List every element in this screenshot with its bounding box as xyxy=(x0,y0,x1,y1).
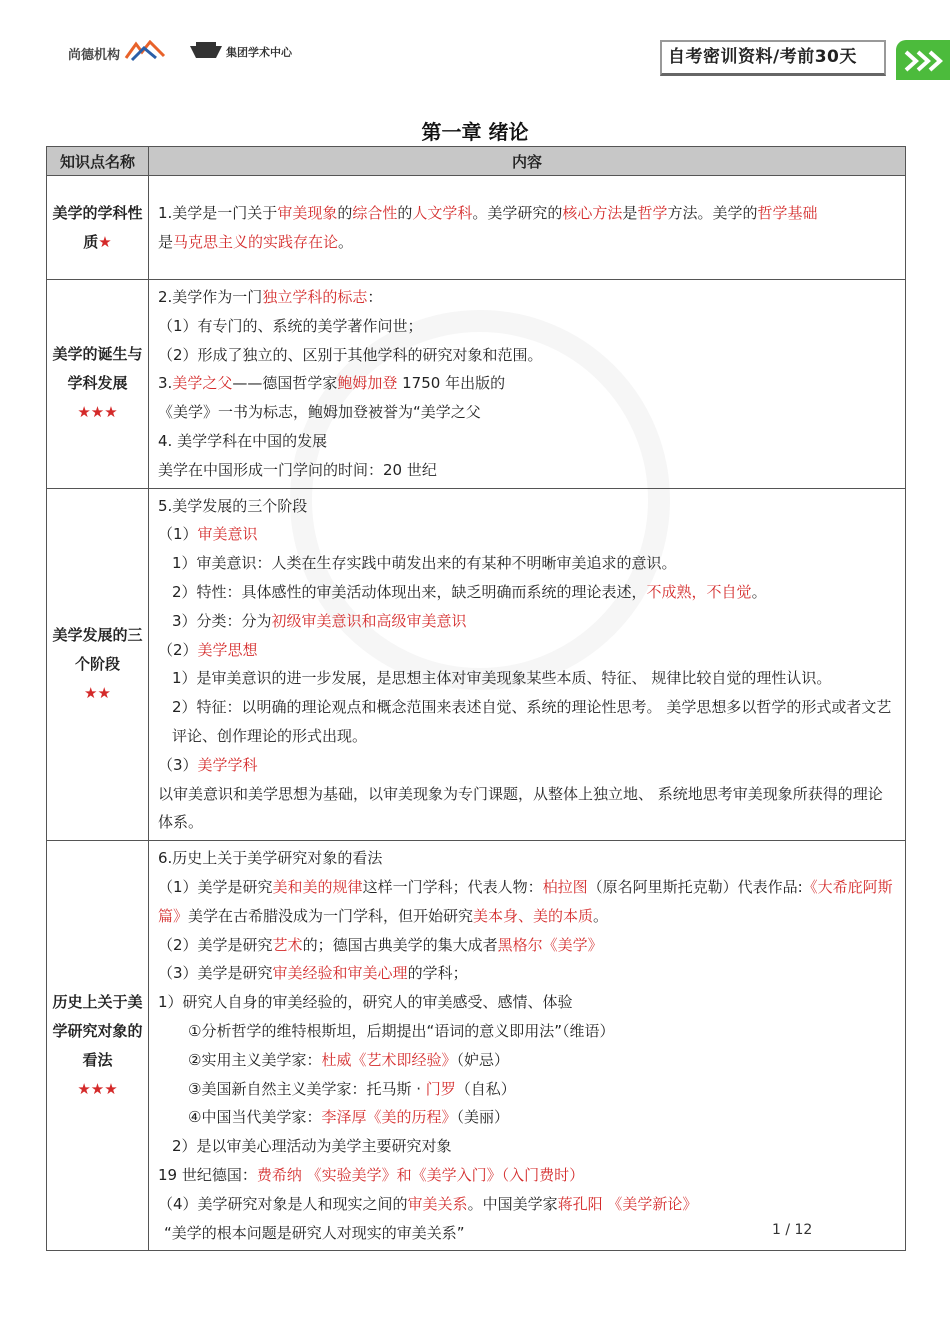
table-row xyxy=(47,841,906,1251)
topic-name xyxy=(47,176,149,280)
col-header-name: 知识点名称 xyxy=(47,147,149,176)
plain-text: （自私） xyxy=(455,1079,516,1098)
highlight-text: 鲍姆加登 xyxy=(337,374,398,393)
plain-text: （美丽） xyxy=(456,1108,509,1127)
plain-text: 。 xyxy=(338,232,354,251)
exam-banner: 自考密训资料/考前30天 xyxy=(660,40,886,76)
content-line xyxy=(158,636,897,665)
plain-text: 这样一门学科；代表人物： xyxy=(362,877,543,896)
highlight-text: 美学思想 xyxy=(197,640,258,659)
plain-text: （2）美学是研究 xyxy=(158,935,273,954)
content-line xyxy=(158,959,897,988)
plain-text: 的 xyxy=(397,203,413,222)
highlight-text: 黑格尔《美学》 xyxy=(497,935,603,954)
highlight-text: 不成熟，不自觉 xyxy=(646,582,752,601)
topic-title: 历史上关于美学研究对象的看法 xyxy=(52,992,143,1069)
plain-text: 3）分类：分为 xyxy=(172,611,272,630)
highlight-text: 门罗 xyxy=(425,1079,456,1098)
table-row xyxy=(47,280,906,489)
plain-text: ④中国当代美学家： xyxy=(188,1108,322,1127)
content-line xyxy=(158,1046,897,1075)
topic-content xyxy=(149,176,906,280)
content-line: （1）有专门的、系统的美学著作问世； xyxy=(158,316,423,335)
table-row xyxy=(47,176,906,280)
page-number: 1 / 12 xyxy=(772,1222,813,1238)
highlight-text: 美本身、美的本质 xyxy=(473,906,594,925)
highlight-text: 审美经验和审美心理 xyxy=(272,964,408,983)
plain-text: （妒忌） xyxy=(456,1050,509,1069)
plain-text: ——德国哲学家 xyxy=(232,374,338,393)
topic-name xyxy=(47,841,149,1251)
content-line xyxy=(158,751,897,780)
highlight-text: 初级审美意识和高级审美意识 xyxy=(271,611,467,630)
knowledge-table xyxy=(46,146,906,1251)
brand-logo-icon xyxy=(124,40,168,62)
plain-text: （4）美学研究对象是人和现实之间的 xyxy=(158,1194,408,1213)
plain-text: 1750 年出版的 xyxy=(397,374,506,393)
content-line: “美学的根本问题是研究人对现实的审美关系” xyxy=(164,1223,465,1242)
topic-content xyxy=(149,280,906,489)
content-line: 6.历史上关于美学研究对象的看法 xyxy=(158,849,383,868)
content-line xyxy=(158,1161,897,1190)
group-logo-icon xyxy=(188,40,224,62)
content-line xyxy=(158,369,897,398)
importance-stars: ★ xyxy=(98,232,112,251)
highlight-text: 杜威《艺术即经验》 xyxy=(321,1050,457,1069)
highlight-text: 柏拉图 xyxy=(542,877,588,896)
content-line: 《美学》一书为标志，鲍姆加登被誉为“美学之父 xyxy=(158,403,481,422)
plain-text: 3. xyxy=(158,374,173,393)
plain-text: 美学在古希腊没成为一门学科，但开始研究 xyxy=(188,906,474,925)
content-line xyxy=(158,1103,897,1132)
table-row xyxy=(47,488,906,841)
plain-text: （1）美学是研究 xyxy=(158,877,273,896)
importance-stars: ★★ xyxy=(84,683,111,702)
highlight-text: 核心方法 xyxy=(562,203,623,222)
brand-logo-text: 尚德机构 xyxy=(68,48,121,63)
table-header-row xyxy=(47,147,906,176)
content-line: 1）研究人自身的审美经验的，研究人的审美感受、感情、体验 xyxy=(158,993,573,1012)
plain-text: 1.美学是一门关于 xyxy=(158,203,278,222)
content-line: ①分析哲学的维特根斯坦，后期提出“语词的意义即用法”（维语） xyxy=(188,1021,615,1040)
content-line: 以审美意识和美学思想为基础，以审美现象为专门课题，从整体上独立地、 系统地思考审美现象所获得的理论体系。 xyxy=(158,784,883,832)
highlight-text: 审美关系 xyxy=(407,1194,468,1213)
content-line xyxy=(158,1075,897,1104)
content-line xyxy=(158,520,897,549)
highlight-text: 独立学科的标志 xyxy=(262,288,368,306)
topic-name xyxy=(47,280,149,489)
highlight-text: 《大希庇阿斯篇》 xyxy=(158,877,893,925)
content-line xyxy=(158,931,897,960)
highlight-text: 蒋孔阳 《美学新论》 xyxy=(557,1194,698,1213)
content-line: 1）是审美意识的进一步发展，是思想主体对审美现象某些本质、特征、 规律比较自觉的理性认识。 xyxy=(172,669,832,688)
content-line: 2）是以审美心理活动为美学主要研究对象 xyxy=(172,1137,452,1156)
page-header xyxy=(0,0,950,90)
plain-text: 的；德国古典美学的集大成者 xyxy=(302,935,498,954)
content-line xyxy=(158,607,897,636)
content-line xyxy=(158,578,897,607)
content-line xyxy=(158,1190,897,1219)
highlight-text: 美学之父 xyxy=(172,374,233,393)
plain-text: （原名阿里斯托克勒）代表作品: xyxy=(587,877,803,896)
highlight-text: 费希纳 《实验美学》和《美学入门》（入门费时） xyxy=(256,1165,585,1184)
plain-text: （3） xyxy=(158,755,198,774)
topic-title: 美学的诞生与学科发展 xyxy=(52,345,143,393)
highlight-text: 美学学科 xyxy=(197,755,258,774)
plain-text: ： xyxy=(367,288,383,306)
content-line xyxy=(158,873,897,931)
plain-text: 是 xyxy=(158,232,174,251)
content-line: 4. 美学学科在中国的发展 xyxy=(158,431,328,450)
col-header-content: 内容 xyxy=(149,147,906,176)
topic-name xyxy=(47,488,149,841)
topic-title: 美学发展的三个阶段 xyxy=(52,625,143,673)
plain-text: 的学科； xyxy=(407,964,468,983)
plain-text: （3）美学是研究 xyxy=(158,964,273,983)
content-line: 1）审美意识：人类在生存实践中萌发出来的有某种不明晰审美追求的意识。 xyxy=(172,554,677,573)
topic-title: 美学的学科性质 xyxy=(52,203,143,251)
content-line xyxy=(158,199,897,228)
plain-text: ③美国新自然主义美学家：托马斯 · xyxy=(188,1079,426,1098)
plain-text: 的 xyxy=(337,203,353,222)
highlight-text: 人文学科 xyxy=(412,203,473,222)
plain-text: （1） xyxy=(158,525,198,544)
highlight-text: 审美意识 xyxy=(197,525,258,544)
content-line: 美学在中国形成一门学问的时间：20 世纪 xyxy=(158,460,437,479)
content-line xyxy=(158,283,897,312)
highlight-text: 哲学 xyxy=(637,203,668,222)
plain-text: 。中国美学家 xyxy=(467,1194,558,1213)
importance-stars: ★★★ xyxy=(77,403,118,422)
plain-text: 方法。美学的 xyxy=(667,203,758,222)
topic-content xyxy=(149,488,906,841)
plain-text: 2.美学作为一门 xyxy=(158,288,263,306)
plain-text: （2） xyxy=(158,640,198,659)
plain-text: 。 xyxy=(593,906,609,925)
plain-text: 19 世纪德国： xyxy=(158,1165,257,1184)
highlight-text: 李泽厚《美的历程》 xyxy=(321,1108,457,1127)
plain-text: 2）特性：具体感性的审美活动体现出来，缺乏明确而系统的理论表述， xyxy=(172,582,647,601)
content-line: 2）特征：以明确的理论观点和概念范围来表述自觉、系统的理论性思考。 美学思想多以哲学的形式或者文艺评论、创作理论的形式出现。 xyxy=(172,698,892,745)
highlight-text: 哲学基础 xyxy=(757,203,818,222)
highlight-text: 审美现象 xyxy=(277,203,338,222)
content-line: （2）形成了独立的、区别于其他学科的研究对象和范围。 xyxy=(158,345,543,364)
content-line: 5.美学发展的三个阶段 xyxy=(158,496,308,515)
banner-arrow-badge xyxy=(896,40,950,80)
plain-text: 。 xyxy=(751,582,767,601)
plain-text: 是 xyxy=(622,203,638,222)
topic-content xyxy=(149,841,906,1251)
highlight-text: 综合性 xyxy=(352,203,398,222)
double-chevron-icon xyxy=(902,50,946,72)
highlight-text: 艺术 xyxy=(272,935,303,954)
highlight-text: 美和美的规律 xyxy=(272,877,363,896)
page-title: 第一章 绪论 xyxy=(421,120,529,144)
highlight-text: 马克思主义的实践存在论 xyxy=(173,232,339,251)
plain-text: ②实用主义美学家： xyxy=(188,1050,322,1069)
content-line xyxy=(158,228,897,257)
group-logo-text: 集团学术中心 xyxy=(226,46,292,59)
importance-stars: ★★★ xyxy=(77,1079,118,1098)
plain-text: 。美学研究的 xyxy=(472,203,563,222)
